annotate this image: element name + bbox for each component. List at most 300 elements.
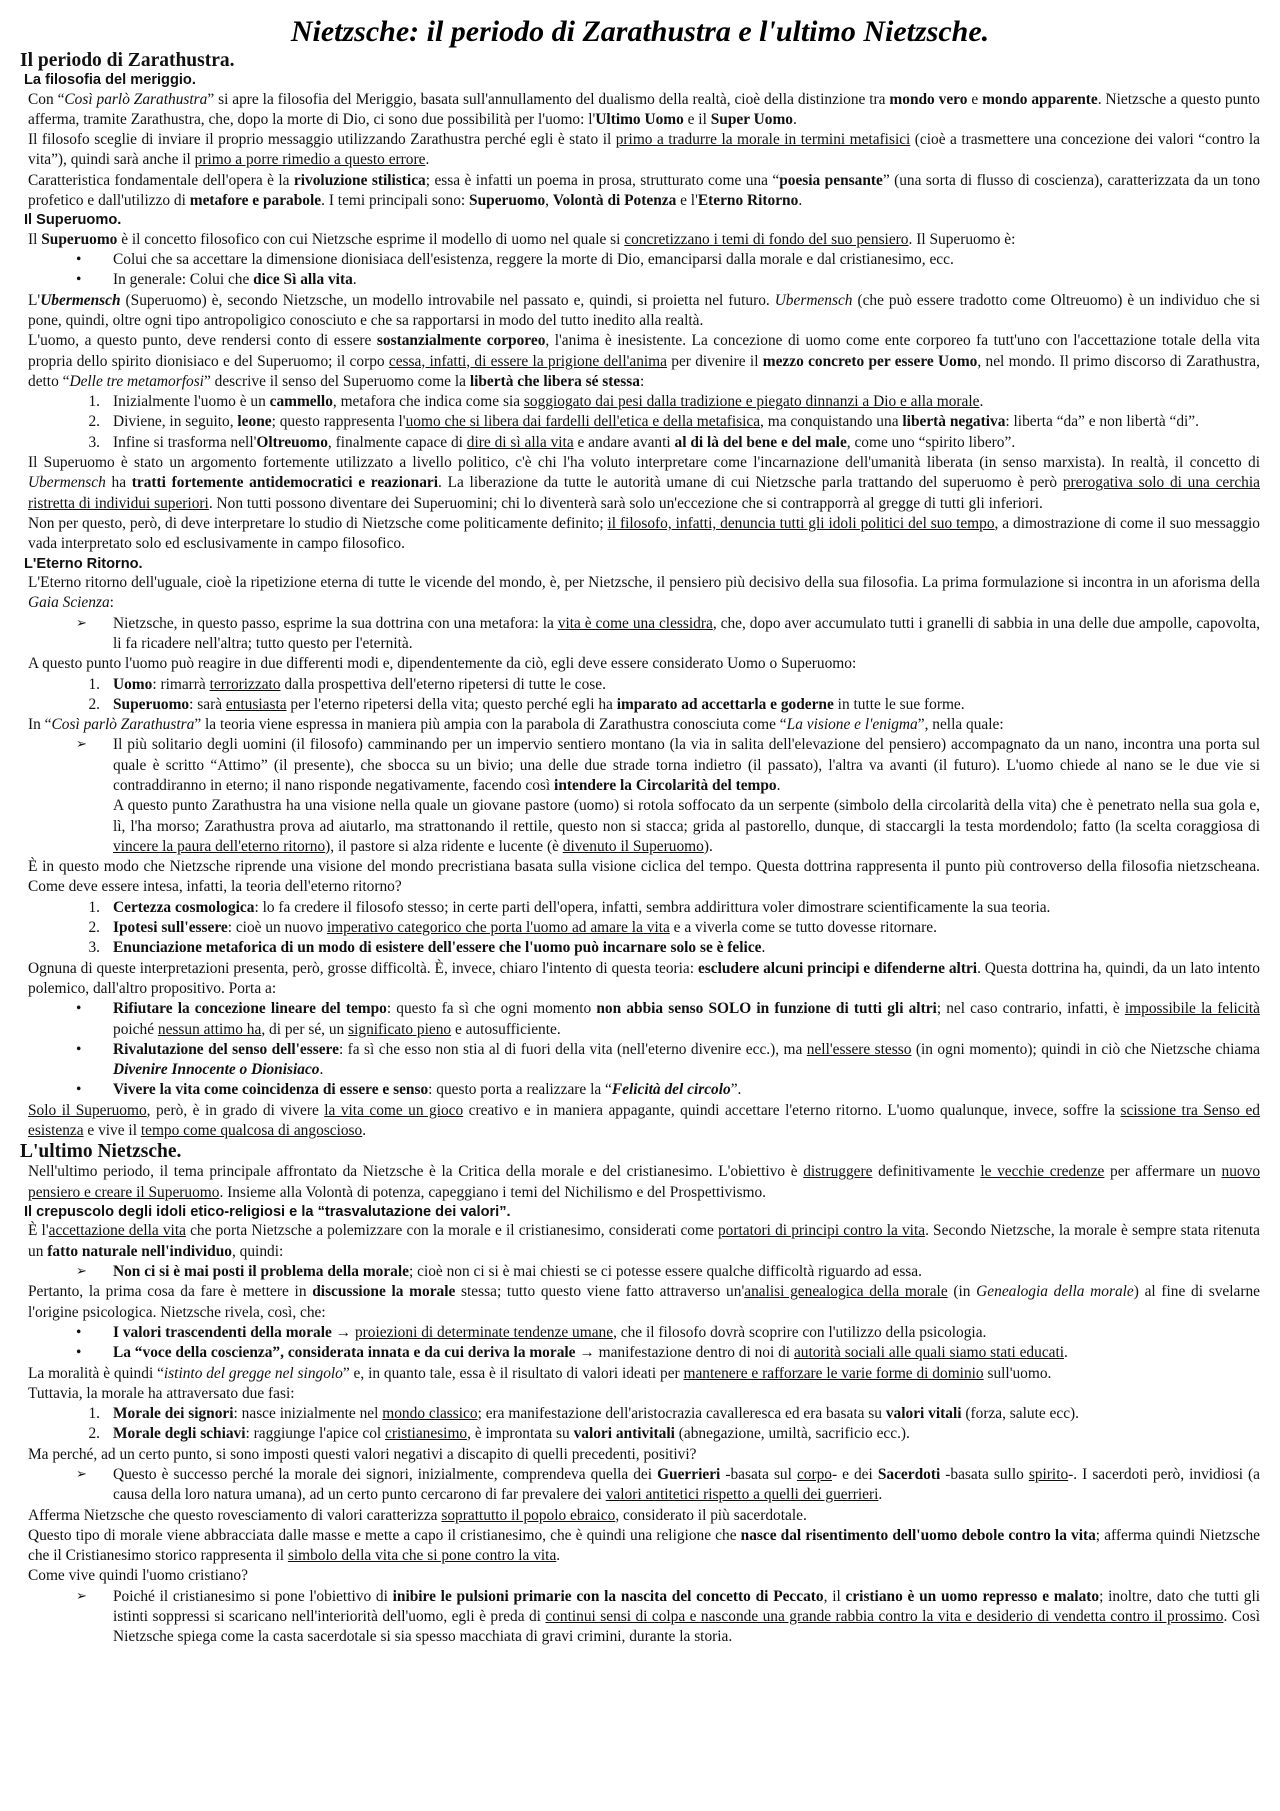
text-run: fatto naturale nell'individuo [47, 1242, 232, 1260]
paragraph [28, 1445, 1260, 1465]
text-run: , di per sé, un [261, 1020, 349, 1038]
text-run: , [545, 191, 553, 209]
bullet-icon: • [76, 1040, 82, 1058]
text-run: soprattutto il popolo ebraico [441, 1506, 616, 1524]
text-run: . La liberazione da tutte le autorità umane di cui Nietzsche parla trattando del superuomo è però [438, 474, 1063, 492]
bullet-icon: • [76, 1081, 82, 1099]
text-run: Felicità del circolo [611, 1081, 731, 1099]
text-run: . Il Superuomo è: [908, 230, 1016, 248]
text-run: e a viverla come se tutto dovesse ritornare. [669, 919, 937, 937]
text-run: . Non tutti possono diventare dei Superuomini; chi lo diventerà sarà solo un'eccezione che si contrapporrà al gregge di tutti gli inferiori. [208, 494, 1043, 512]
text-run: Certezza cosmologica [113, 898, 255, 916]
paragraph [28, 1506, 1260, 1526]
text-run: per l'eterno ripetersi della vita; questo perché egli ha [286, 695, 617, 713]
subheading-superuomo: Il Superuomo. [24, 212, 122, 229]
text-run: Morale degli schiavi [113, 1425, 246, 1443]
text-run: ) al fine di svelarne l'origine psicologica. Nietzsche rivela, così, che: [28, 1283, 1260, 1321]
text-run: vincere la paura dell'eterno ritorno [113, 837, 326, 855]
text-run: le vecchie credenze [980, 1163, 1105, 1181]
list-number: 3. [88, 433, 100, 451]
text-run: Superuomo [469, 191, 546, 209]
text-run: leone [237, 413, 272, 431]
bullet-icon: • [76, 1000, 82, 1018]
text-run: proiezioni di determinate tendenze umane [354, 1323, 614, 1341]
text-run: intendere la Circolarità del tempo [554, 777, 777, 794]
list-item [28, 433, 1260, 453]
text-run: e autosufficiente. [451, 1020, 561, 1038]
text-run: (in ogni momento); quindi in ciò che Nietzsche chiama [911, 1040, 1260, 1058]
text-run: Vivere la vita come coincidenza di essere e senso [113, 1081, 429, 1099]
text-run: . [878, 1486, 883, 1504]
text-run: : questo fa sì che ogni momento [386, 1000, 597, 1018]
list-item [28, 1465, 1260, 1506]
text-run: libertà che libera sé stessa [469, 372, 640, 390]
text-run: che porta Nietzsche a polemizzare con la morale e il cristianesimo, considerati come [185, 1222, 718, 1240]
paragraph [28, 1526, 1260, 1567]
text-run: , l'anima è inesistente. La concezione di uomo come ente corporeo fa tutt'uno con l'accettazione totale della vita propria dello spirito dionisiaco e del Superuomo; il corpo [28, 332, 1260, 370]
text-run: scissione tra Senso ed esistenza [28, 1101, 1260, 1140]
text-run: ”. [730, 1081, 742, 1099]
text-run: cristianesimo [385, 1425, 468, 1443]
text-run: Afferma Nietzsche che questo rovesciamento di valori caratterizza [28, 1506, 442, 1524]
text-run: . Secondo Nietzsche, la morale è sempre stata ritenuta un [28, 1222, 1260, 1260]
text-run: Così parlò Zarathustra [64, 90, 208, 108]
arrow-bullet-icon: ➢ [76, 1588, 87, 1604]
bullet-list [20, 999, 1260, 1100]
text-run: (Superuomo) è, secondo Nietzsche, un modello introvabile nel passato e, quindi, si proietta nel futuro. [120, 291, 775, 309]
text-run: tempo come qualcosa di angoscioso [140, 1122, 363, 1140]
text-run: , il [823, 1587, 846, 1605]
text-run: il filosofo, infatti, denuncia tutti gli idoli politici del suo tempo [607, 514, 995, 532]
text-run: ; essa è infatti un poema in prosa, strutturato come una “ [425, 171, 780, 189]
text-run: . [761, 939, 766, 957]
text-run: mondo vero [889, 90, 968, 108]
bullet-list [20, 1323, 1260, 1364]
text-run: Rifiutare la concezione lineare del tempo [113, 1000, 387, 1018]
subheading-meriggio: La filosofia del meriggio. [24, 72, 196, 88]
list-number: 1. [88, 393, 100, 411]
text-run: -basata sullo [940, 1466, 1029, 1483]
document-title: Nietzsche: il periodo di Zarathustra e l'ultimo Nietzsche. [290, 15, 990, 48]
text-run: simbolo della vita che si pone contro la vita [287, 1547, 557, 1565]
text-run: Ognuna di queste interpretazioni presenta, però, grosse difficoltà. È, invece, chiaro l'intento di questa teoria: [28, 959, 698, 977]
text-run: ha [105, 474, 132, 492]
text-run: . [319, 1061, 324, 1079]
text-run: libertà negativa [902, 413, 1006, 431]
text-run: nell'essere stesso [806, 1040, 912, 1058]
text-run: Questo tipo di morale viene abbracciata dalle masse e mette a capo il cristianesimo, che è quindi una religione che [28, 1526, 741, 1544]
subheading-crepuscolo: Il crepuscolo degli idoli etico-religiosi e la “trasvalutazione dei valori”. [24, 1203, 511, 1220]
text-run: creativo e in maniera appagante, quindi accettare l'eterno ritorno. L'uomo qualunque, invece, soffre la [463, 1101, 1121, 1119]
text-run: Ipotesi sull'essere [113, 919, 228, 937]
bullet-icon: • [76, 1344, 82, 1362]
text-run: ” (una sorta di flusso di coscienza), caratterizzata da un tono profetico e dall'utilizzo di [28, 171, 1261, 209]
text-run: mezzo concreto per essere Uomo [762, 352, 978, 370]
text-run: I valori trascendenti della morale [113, 1323, 332, 1341]
text-run: Ultimo Uomo [595, 110, 684, 128]
text-run: . [792, 110, 797, 128]
list-number: 1. [88, 1405, 100, 1423]
text-run: ; inoltre, dato che tutti gli istinti soppressi si scaricano nell'interiorità dell'uomo, egli è preda di [113, 1587, 1260, 1626]
numbered-list [20, 1404, 1260, 1445]
text-run: imparato ad accettarla e goderne [616, 695, 834, 713]
text-run: la vita come un gioco [324, 1101, 464, 1119]
text-run: Il più solitario degli uomini (il filosofo) camminando per un impervio sentiero montano (la via in salita dell'elevazione del pensiero) accompagnato da un nano, incontra una porta sul quale è scritto “Attimo” (il presente), che sbocca su un bivio; una delle due strade torna indietro (il passato), l'altra va avanti (il futuro). L'uomo chiede al nano se le due vie si contraddiranno in eterno; il nano risponde negativamente, facendo così [113, 736, 1260, 794]
text-run: soggiogato dai pesi dalla tradizione e piegato dinnanzi a Dio e alla morale [523, 393, 980, 411]
text-run: dire di sì alla vita [466, 433, 574, 451]
text-run: L'Eterno ritorno dell'uguale, cioè la ripetizione eterna di tutte le vicende del mondo, è, per Nietzsche, il pensiero più decisivo della sua filosofia. La prima formulazione si incontra in un aforisma della [28, 574, 1260, 592]
text-run: tratti fortemente antidemocratici e reazionari [131, 474, 439, 492]
text-run: Nell'ultimo periodo, il tema principale affrontato da Nietzsche è la Critica della morale e del cristianesimo. L'obiettivo è [28, 1163, 804, 1181]
text-run: Uomo [113, 675, 153, 693]
text-run: e il [683, 110, 711, 128]
arrow-list [20, 1465, 1260, 1506]
text-run: imperativo categorico che porta l'uomo ad amare la vita [326, 919, 670, 937]
text-run: Solo il Superuomo [28, 1101, 147, 1119]
text-run: : raggiunge l'apice col [245, 1425, 386, 1443]
arrow-bullet-icon: ➢ [76, 1264, 87, 1280]
paragraph [28, 230, 1260, 250]
text-run: e vive il [83, 1122, 141, 1140]
paragraph [28, 1384, 1260, 1404]
numbered-list [20, 898, 1260, 959]
list-number: 3. [88, 939, 100, 957]
list-item [28, 392, 1260, 412]
list-item [28, 1424, 1260, 1444]
text-run: . Così Nietzsche spiega come la casta sacerdotale si sia spesso macchiata di gravi crimini, durante la storia. [113, 1608, 1260, 1646]
paragraph [28, 573, 1260, 614]
arrow-bullet-icon: ➢ [76, 615, 87, 631]
text-run: e andare avanti [573, 433, 675, 451]
bullet-list [20, 250, 1260, 291]
text-run: . [776, 777, 781, 794]
text-run: cammello [269, 393, 333, 411]
text-run: dalla prospettiva dell'eterno ripetersi di tutte le cose. [280, 675, 606, 693]
paragraph [28, 959, 1260, 1000]
text-run: e l' [676, 191, 698, 209]
text-run: concretizzano i temi di fondo del suo pensiero [624, 230, 909, 248]
text-run: vita è come una clessidra [557, 614, 713, 632]
arrow-bullet-icon: ➢ [76, 737, 87, 753]
text-run: - e dei [831, 1466, 878, 1483]
text-run: Come vive quindi l'uomo cristiano? [28, 1567, 248, 1585]
text-run: inibire le pulsioni primarie con la nascita del concetto di Peccato [392, 1587, 824, 1605]
text-run: In “ [28, 716, 52, 734]
text-run: Questo è successo perché la morale dei signori, inizialmente, comprendeva quella dei [113, 1466, 658, 1483]
paragraph [28, 1566, 1260, 1586]
bullet-icon: • [76, 1323, 82, 1341]
text-run: e [967, 90, 983, 108]
list-item [28, 250, 1260, 270]
text-run: . I temi principali sono: [321, 191, 470, 209]
paragraph [28, 857, 1260, 898]
text-run: ; questo rappresenta l' [271, 413, 406, 431]
document-page [20, 14, 1260, 1648]
text-run: Divenire Innocente o Dionisiaco [113, 1061, 320, 1079]
text-run: . Questa dottrina ha, quindi, da un lato intento polemico, dall'altro propositivo. Porta a: [28, 959, 1260, 997]
text-run: A questo punto Zarathustra ha una visione nella quale un giovane pastore (uomo) si rotola soffocato da un serpente (simbolo della circolarità della vita) che è penetrato nella sua gola e, lì, l'ha morso; Zarathustra prova ad aiutarlo, ma strattonando il rettile, questo non si stacca; grida al pastorello, dunque, di staccargli la testa mordendolo; fatto (la scelta coraggiosa di [113, 797, 1260, 835]
text-run: ), il pastore si alza ridente e lucente (è [325, 837, 563, 855]
text-run: uomo che si libera dai fardelli dell'etica e della metafisica [405, 413, 761, 431]
text-run: L' [28, 291, 41, 309]
text-run: (abnegazione, umiltà, sacrificio ecc.). [674, 1425, 910, 1443]
text-run: , metafora che indica come sia [332, 393, 524, 411]
text-run: , considerato il più sacerdotale. [615, 1506, 807, 1524]
text-run: (che può essere tradotto come Oltreuomo) è un individuo che si pone, quindi, oltre ogni tipo antropoligico conosciuto e che sa rapportarsi in modo del tutto inedito alla realtà. [28, 291, 1260, 329]
list-number: 2. [88, 1425, 100, 1443]
paragraph [28, 1364, 1260, 1384]
text-run: Diviene, in seguito, [113, 413, 238, 431]
arrow-bullet-icon: ➢ [76, 1467, 87, 1482]
list-number: 1. [88, 898, 100, 916]
text-run: : rimarrà [152, 675, 210, 693]
text-run: entusiasta [225, 695, 287, 713]
text-run: A questo punto l'uomo può reagire in due differenti modi e, dipendentemente da ciò, egli deve essere considerato Uomo o Superuomo: [28, 655, 857, 673]
list-item [28, 614, 1260, 655]
paragraph [28, 331, 1260, 392]
text-run: Non per questo, però, di deve interpretare lo studio di Nietzsche come politicamente definito; [28, 514, 608, 532]
text-run: nasce dal risentimento dell'uomo debole contro la vita [740, 1526, 1096, 1544]
list-item [28, 1587, 1260, 1648]
numbered-list [20, 675, 1260, 716]
list-item [28, 938, 1260, 958]
text-run: al di là del bene e del male [674, 433, 847, 451]
text-run: ” e, in quanto tale, essa è il risultato di valori ideati per [342, 1364, 684, 1382]
text-run: analisi genealogica della morale [744, 1283, 948, 1301]
text-run: Volontà di Potenza [552, 191, 677, 209]
bullet-icon: • [76, 271, 82, 289]
text-run: Infine si trasforma nell' [113, 433, 257, 451]
text-run: Guerrieri [657, 1466, 721, 1483]
text-run: , che, dopo aver accumulato tutti i granelli di sabbia in una delle due ampolle, capovolta, li fa ricadere nell'altra; tutto questo per l'eternità. [113, 614, 1260, 652]
text-run: in tutte le sue forme. [833, 695, 965, 713]
text-run: Il [28, 230, 42, 248]
list-item [28, 999, 1260, 1040]
text-run: Ubermensch [774, 291, 853, 309]
text-run: primo a porre rimedio a questo errore [194, 151, 426, 169]
text-run: Morale dei signori [113, 1405, 234, 1423]
text-run: -basata sul [720, 1466, 797, 1483]
text-run: divenuto il Superuomo [562, 837, 704, 855]
section-heading-ultimo-nietzsche: L'ultimo Nietzsche. [20, 1141, 182, 1163]
text-run: : liberta “da” e non libertà “di”. [1005, 413, 1199, 431]
text-run: impossibile la felicità [1124, 1000, 1260, 1018]
text-run: Caratteristica fondamentale dell'opera è la [28, 171, 294, 189]
text-run: : fa sì che esso non stia al di fuori della vita (nell'eterno divenire ecc.), ma [338, 1040, 807, 1058]
text-run: dice Sì alla vita [253, 271, 353, 289]
text-run: ” descrive il senso del Superuomo come la [203, 372, 470, 390]
list-item [28, 735, 1260, 796]
text-run: valori vitali [885, 1405, 962, 1423]
text-run: Inizialmente l'uomo è un [113, 393, 270, 411]
text-run: , che il filosofo dovrà scoprire con l'utilizzo della psicologia. [613, 1323, 987, 1341]
text-run: mantenere e rafforzare le varie forme di dominio [683, 1364, 984, 1382]
text-run: Genealogia della morale [976, 1283, 1134, 1301]
paragraph [28, 130, 1260, 171]
paragraph [28, 796, 1260, 857]
text-run: continui sensi di colpa e nasconde una grande rabbia contro la vita e desiderio di vendetta contro il prossimo [545, 1608, 1224, 1626]
text-run: Ma perché, ad un certo punto, si sono imposti questi valori negativi a discapito di quelli precedenti, positivi? [28, 1445, 697, 1463]
text-run: ; nel caso contrario, infatti, è [936, 1000, 1125, 1018]
list-number: 1. [88, 675, 100, 693]
paragraph [28, 514, 1260, 555]
text-run: significato pieno [348, 1020, 452, 1038]
text-run: ). [703, 837, 713, 855]
text-run: distruggere [803, 1163, 873, 1181]
text-run: , è improntata su [467, 1425, 574, 1443]
text-run: La moralità è quindi “ [28, 1364, 164, 1382]
arrow-list [20, 614, 1260, 655]
text-run: nessun attimo ha [157, 1020, 262, 1038]
text-run: mondo apparente [982, 90, 1098, 108]
text-run: . [979, 393, 984, 411]
list-item [28, 1323, 1260, 1343]
text-run: : lo fa credere il filosofo stesso; in certe parti dell'opera, infatti, sembra addirittura voler dimostrare scientificamente la sua teoria. [254, 898, 1051, 916]
text-run: Con “ [28, 90, 65, 108]
list-item [28, 1343, 1260, 1363]
text-run: : nasce inizialmente nel [233, 1405, 383, 1423]
text-run: → [331, 1323, 355, 1341]
text-run: accettazione della vita [48, 1222, 186, 1240]
list-item [28, 1080, 1260, 1100]
text-run: nuovo pensiero e creare il Superuomo [28, 1163, 1261, 1201]
text-run: non abbia senso SOLO in funzione di tutti gli altri [596, 1000, 937, 1018]
text-run: L'uomo, a questo punto, deve rendersi conto di essere [28, 332, 377, 350]
text-run: ”, nella quale: [917, 716, 1004, 734]
list-item [28, 412, 1260, 432]
numbered-list [20, 392, 1260, 453]
text-run: , ma conquistando una [760, 413, 903, 431]
text-run: . [362, 1122, 367, 1140]
text-run: per affermare un [1104, 1163, 1222, 1181]
text-run: primo a tradurre la morale in termini metafisici [615, 131, 911, 149]
list-number: 2. [88, 695, 100, 713]
text-run: -. I sacerdoti però, invidiosi (a causa della loro natura umana), ad un certo punto cercarono di far prevalere dei [113, 1466, 1260, 1504]
text-run: Tuttavia, la morale ha attraversato due fasi: [28, 1384, 295, 1402]
text-run: , però, è in grado di vivere [146, 1101, 325, 1119]
text-run: È l' [28, 1222, 49, 1240]
text-run: cessa, infatti, di essere la prigione dell'anima [388, 352, 667, 370]
text-run: Ubermensch [28, 474, 106, 492]
text-run: escludere alcuni principi e difenderne altri [697, 959, 978, 977]
text-run: In generale: Colui che [113, 271, 254, 289]
list-item [28, 695, 1260, 715]
text-run: ; era manifestazione dell'aristocrazia cavalleresca ed era basata su [477, 1405, 886, 1423]
text-run: Enunciazione metaforica di un modo di esistere dell'essere che l'uomo può incarnare solo se è felice [113, 939, 762, 957]
text-run: (in [947, 1283, 977, 1301]
text-run: Super Uomo [710, 110, 793, 128]
list-number: 2. [88, 919, 100, 937]
paragraph [28, 1282, 1260, 1323]
text-run: : questo porta a realizzare la “ [428, 1081, 612, 1099]
text-run: rivoluzione stilistica [293, 171, 426, 189]
text-run: poesia pensante [779, 171, 883, 189]
text-run: valori antitetici rispetto a quelli dei guerrieri [605, 1486, 879, 1504]
text-run: sostanzialmente corporeo [376, 332, 546, 350]
text-run: valori antivitali [573, 1425, 675, 1443]
text-run: ; afferma quindi Nietzsche che il Cristianesimo storico rappresenta il [28, 1526, 1260, 1565]
paragraph [28, 90, 1260, 131]
text-run: prerogativa solo di una cerchia ristretta di individui superiori [28, 474, 1260, 512]
text-run: : cioè un nuovo [227, 919, 327, 937]
text-run: . Insieme alla Volontà di potenza, capeggiano i temi del Nichilismo e del Prospettivismo. [219, 1183, 766, 1201]
text-run: : [639, 372, 645, 390]
text-run: ” si apre la filosofia del Meriggio, basata sull'annullamento del dualismo della realtà, cioè della distinzione tra [207, 90, 890, 108]
paragraph [28, 1221, 1260, 1262]
text-run: Gaia Scienza [28, 594, 110, 612]
text-run: . [425, 151, 430, 169]
text-run: istinto del gregge nel singolo [163, 1364, 343, 1382]
text-run: (cioè a trasmettere una concezione dei valori “contro la vita”), quindi sarà anche il [28, 131, 1260, 169]
text-run: , nel mondo. Il primo discorso di Zarathustra, detto “ [28, 352, 1260, 390]
text-run: . [1064, 1344, 1068, 1362]
list-item [28, 918, 1260, 938]
text-run: Oltreuomo [256, 433, 328, 451]
text-run: Il filosofo sceglie di inviare il proprio messaggio utilizzando Zarathustra perché egli è stato il [28, 131, 616, 149]
list-item [28, 270, 1260, 290]
text-run: . [352, 271, 357, 289]
section-heading-zarathustra: Il periodo di Zarathustra. [20, 50, 235, 71]
arrow-list [20, 735, 1260, 796]
text-run: è il concetto filosofico con cui Nietzsche esprime il modello di uomo nel quale si [117, 230, 625, 248]
paragraph [28, 715, 1260, 735]
text-run: È in questo modo che Nietzsche riprende una visione del mondo precristiana basata sulla visione ciclica del tempo. Questa dottrina rappresenta il punto più controverso della filosofia nietzscheana. Come deve essere intesa, infatti, la teoria dell'eterno ritorno? [28, 858, 1260, 896]
text-run: Così parlò Zarathustra [51, 716, 195, 734]
paragraph [28, 171, 1260, 212]
arrow-list [20, 1587, 1260, 1648]
text-run: . [798, 191, 803, 209]
text-run: sull'uomo. [983, 1364, 1052, 1382]
text-run: Non ci si è mai posti il problema della morale [113, 1263, 409, 1281]
text-run: . [556, 1547, 561, 1565]
text-run: Delle tre metamorfosi [69, 372, 204, 390]
text-run: , quindi: [231, 1242, 284, 1260]
text-run: : sarà [189, 695, 226, 713]
paragraph [28, 453, 1260, 514]
list-item [28, 1404, 1260, 1424]
paragraph [28, 1162, 1260, 1203]
paragraph [28, 291, 1260, 332]
list-item [28, 1040, 1260, 1081]
list-item [28, 675, 1260, 695]
bullet-icon: • [76, 251, 82, 269]
text-run: : [109, 594, 114, 612]
text-run: Nietzsche, in questo passo, esprime la sua dottrina con una metafora: la [113, 614, 558, 632]
text-run: stessa; tutto questo viene fatto attraverso un' [455, 1283, 745, 1301]
text-run: Colui che sa accettare la dimensione dionisiaca dell'esistenza, reggere la morte di Dio, emanciparsi dalla morale e dal cristianesimo, ecc. [113, 251, 954, 269]
list-item [28, 898, 1260, 918]
text-run: definitivamente [872, 1163, 981, 1181]
text-run: La “voce della coscienza”, considerata innata e da cui deriva la morale [113, 1344, 576, 1362]
text-run: ” la teoria viene espressa in maniera più ampia con la parabola di Zarathustra conosciuta come “ [194, 716, 787, 734]
text-run: Ubermensch [40, 291, 121, 309]
text-run: cristiano è un uomo represso e malato [845, 1587, 1100, 1605]
text-run: Poiché il cristianesimo si pone l'obiettivo di [113, 1587, 393, 1605]
list-item [28, 1262, 1260, 1282]
text-run: portatori di principi contro la vita [717, 1222, 926, 1240]
text-run: (forza, salute ecc). [961, 1405, 1080, 1423]
text-run: , finalmente capace di [327, 433, 467, 451]
text-run: discussione la morale [312, 1283, 456, 1301]
subheading-eterno-ritorno: L'Eterno Ritorno. [24, 555, 143, 572]
text-run: , come uno “spirito libero”. [846, 433, 1016, 451]
arrow-list [20, 1262, 1260, 1282]
text-run: La visione e l'enigma [786, 716, 918, 734]
text-run: Il Superuomo è stato un argomento fortemente utilizzato a livello politico, c'è chi l'ha voluto interpretare come l'incarnazione dell'umanità liberata (in senso marxista). In realtà, il concetto di [28, 454, 1260, 472]
text-run: autorità sociali alle quali siamo stati educati [793, 1344, 1065, 1362]
text-run: . Nietzsche a questo punto afferma, tramite Zarathustra, che, dopo la morte di Dio, ci sono due possibilità per l'uomo: l' [28, 90, 1260, 128]
text-run: Superuomo [113, 695, 190, 713]
